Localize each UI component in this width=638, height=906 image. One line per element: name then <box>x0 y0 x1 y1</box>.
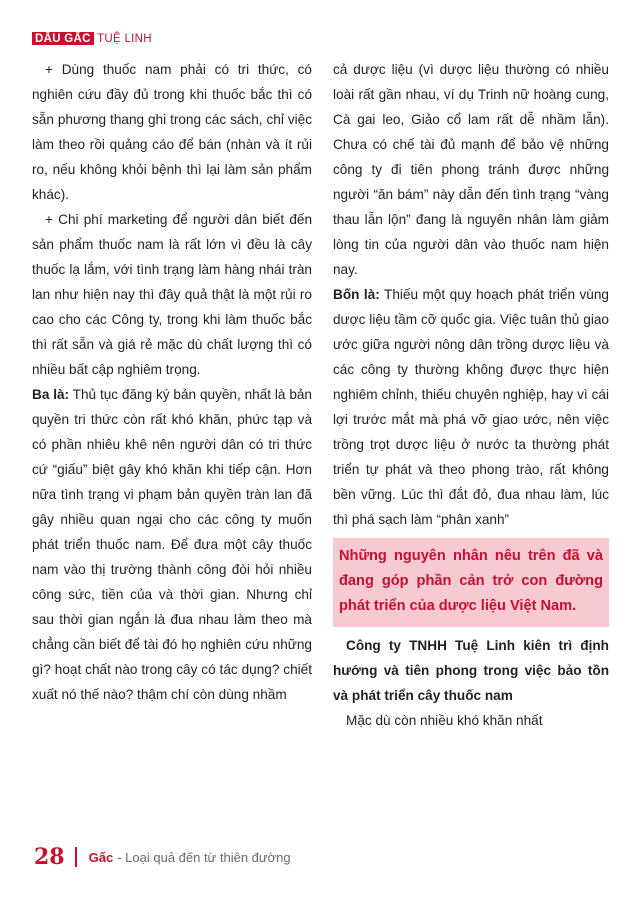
right-column <box>333 57 609 733</box>
footer-title: Gấc <box>88 849 114 865</box>
running-header <box>32 33 152 45</box>
highlight-box: Những nguyên nhân nêu trên đã và đang góp phần cản trở con đường phát triển của dược liệu Việt Nam. <box>333 538 609 627</box>
right-paragraph-last: Mặc dù còn nhiều khó khăn nhất <box>346 713 543 728</box>
point-three-text: Thủ tục đăng ký bản quyền, nhất là bản quyền tri thức còn rất khó khăn, phức tạp và có phần nhiêu khê nên người dân có tri thức cứ “giấu” biệt gây khó khăn khi tiếp cận. Hơn nữa tình trạng vi phạm bản quyền tràn lan đã gây nhiều quan ngại cho các công ty muốn phát triển thuốc nam. Để đưa một cây thuốc nam vào thị trường thành công đòi hỏi nhiều công sức, tiền của và thời gian. Nhưng chỉ sau thời gian ngắn là đua nhau làm theo mà chẳng cần biết để tài đó họ nghiên cứu những gì? hoạt chất nào trong cây có tác dụng? chiết xuất nó thế nào? thậm chí còn dùng nhầm <box>32 387 312 702</box>
page-number: 28 <box>34 844 65 870</box>
point-three-lead: Ba là: <box>32 387 70 402</box>
left-paragraph-3 <box>32 382 312 707</box>
footer-subtitle: - Loại quả đến từ thiên đường <box>117 849 291 865</box>
point-four-lead: Bốn là: <box>333 287 380 302</box>
header-brand-tail: TUỆ LINH <box>97 33 152 45</box>
left-paragraph-2: + Chi phí marketing để người dân biết đến sản phẩm thuốc nam là rất lớn vì đều là cây thuốc lạ lắm, với tình trạng làm hàng nhái tràn lan như hiện nay thì đây quả thật là một rủi ro cao cho các Công ty, trong khi làm thuốc bắc thì rất sẵn và giá rẻ mặc dù chất lượng thì có nhiều bất cập nghiêm trọng. <box>32 212 312 377</box>
point-four-text: Thiếu một quy hoạch phát triển vùng dược liệu tầm cỡ quốc gia. Việc tuân thủ giao ước giữa người nông dân trồng dược liệu và các công ty thường không được thực hiện nghiêm chỉnh, thiếu chuyên nghiệp, hay vì cái lợi trước mắt mà phá vỡ giao ước, nên việc trồng trọt dược liệu ở nước ta thường phát triển tự phát và theo phong trào, rất không bền vững. Lúc thì đắt đỏ, đua nhau làm, lúc thì phá sạch làm “phân xanh” <box>333 287 609 527</box>
left-paragraph-1: + Dùng thuốc nam phải có tri thức, có nghiên cứu đầy đủ trong khi thuốc bắc thì có sẵn phương thang ghi trong các sách, chỉ việc làm theo rồi quảng cáo để bán (nhàn và ít rủi ro, nếu không khỏi bệnh thì lại làm sản phẩm khác). <box>32 62 312 202</box>
page-footer <box>32 842 291 872</box>
right-paragraph-2 <box>333 282 609 532</box>
bold-subheading: Công ty TNHH Tuệ Linh kiên trì định hướng và tiên phong trong việc bảo tồn và phát triển cây thuốc nam <box>333 638 609 703</box>
header-brand: DẦU GẤC <box>32 32 94 45</box>
footer-divider <box>75 847 77 867</box>
left-column <box>32 57 312 707</box>
right-paragraph-1: cả dược liệu (vì dược liệu thường có nhiều loài rất gần nhau, ví dụ Trinh nữ hoàng cung, Cà gai leo, Giảo cổ lam rất dễ nhầm lẫn). Chưa có chế tài đủ mạnh để bảo vệ những công ty đi tiên phong tránh được những người “ăn bám” này dẫn đến tình trạng “vàng thau lẫn lộn” đang là nguyên nhân làm giảm lòng tin của người dân vào thuốc nam hiện nay. <box>333 62 609 277</box>
